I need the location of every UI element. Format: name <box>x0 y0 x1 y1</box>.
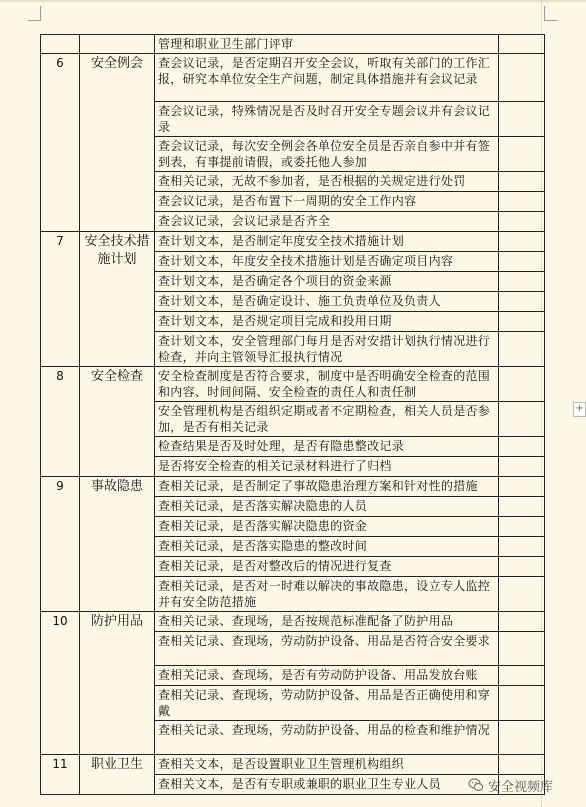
check-content-cell: 查相关记录、查现场，是否按规范标准配备了防护用品 <box>155 612 499 632</box>
check-content-cell: 查计划文本，是否确定设计、施工负责单位及负责人 <box>155 292 499 312</box>
row-number-cell <box>41 35 80 54</box>
safety-checklist-table <box>40 34 545 795</box>
note-cell <box>499 54 545 102</box>
note-cell <box>499 477 545 497</box>
note-cell <box>499 102 545 137</box>
project-cell: 职业卫生 <box>80 755 155 795</box>
check-content-cell: 查会议记录，是否布置下一周期的安全工作内容 <box>155 192 499 212</box>
check-content-cell: 查相关记录，是否对整改后的情况进行复查 <box>155 557 499 577</box>
check-content-cell: 查相关文本，是否设置职业卫生管理机构组织 <box>155 755 499 775</box>
note-cell <box>499 292 545 312</box>
check-content-cell: 查相关记录，无故不参加者，是否根据的关规定进行处罚 <box>155 172 499 192</box>
check-content-cell: 查计划文本，是否制定年度安全技术措施计划 <box>155 232 499 252</box>
table-row <box>41 54 545 102</box>
page-top-edge <box>0 0 586 2</box>
check-content-cell: 检查结果是否及时处理，是否有隐患整改记录 <box>155 437 499 457</box>
project-cell: 安全检查 <box>80 367 155 477</box>
note-cell <box>499 212 545 232</box>
check-content-cell: 查相关记录，是否落实解决隐患的人员 <box>155 497 499 517</box>
note-cell <box>499 457 545 477</box>
table-row <box>41 232 545 252</box>
note-cell <box>499 557 545 577</box>
note-cell <box>499 35 545 54</box>
margin-corner-mark-right <box>544 6 557 21</box>
note-cell <box>499 137 545 172</box>
note-cell <box>499 497 545 517</box>
watermark-text: 安全视频库 <box>488 779 554 795</box>
plus-icon[interactable]: + <box>573 402 586 417</box>
check-content-cell: 查相关记录，是否落实解决隐患的资金 <box>155 517 499 537</box>
note-cell <box>499 721 545 755</box>
check-content-cell: 查相关记录、查现场，劳动防护设备、用品是否符合安全要求 <box>155 632 499 666</box>
table-row <box>41 35 545 54</box>
row-number-cell: 11 <box>41 755 80 795</box>
check-content-cell: 查会议记录，是否定期召开安全会议，听取有关部门的工作汇报，研究本单位安全生产问题，制定具体措施并有会议记录 <box>155 54 499 102</box>
wechat-bubble-icon <box>468 777 484 793</box>
check-content-cell: 安全检查制度是否符合要求，制度中是否明确安全检查的范围和内容、时间间隔、安全检查的责任人和责任制 <box>155 367 499 402</box>
check-content-cell: 查计划文本，年度安全技术措施计划是否确定项目内容 <box>155 252 499 272</box>
note-cell <box>499 437 545 457</box>
check-content-cell: 查会议记录，特殊情况是否及时召开安全专题会议并有会议记录 <box>155 102 499 137</box>
note-cell <box>499 252 545 272</box>
project-cell: 防护用品 <box>80 612 155 755</box>
note-cell <box>499 402 545 437</box>
table-row <box>41 367 545 402</box>
note-cell <box>499 332 545 367</box>
row-number-cell: 8 <box>41 367 80 477</box>
note-cell <box>499 172 545 192</box>
check-content-cell: 查相关记录、查现场，劳动防护设备、用品是否正确使用和穿戴 <box>155 686 499 721</box>
note-cell <box>499 537 545 557</box>
check-content-cell: 查相关记录，是否制定了事故隐患治理方案和针对性的措施 <box>155 477 499 497</box>
check-content-cell: 查相关记录、查现场，是否有劳动防护设备、用品发放台账 <box>155 666 499 686</box>
check-content-cell: 查相关记录，是否落实隐患的整改时间 <box>155 537 499 557</box>
watermark <box>468 774 553 796</box>
row-number-cell: 7 <box>41 232 80 367</box>
row-number-cell: 9 <box>41 477 80 612</box>
note-cell <box>499 312 545 332</box>
project-cell: 安全例会 <box>80 54 155 232</box>
check-content-cell: 查相关文本，是否有专职或兼职的职业卫生专业人员 <box>155 775 499 795</box>
row-number-cell: 6 <box>41 54 80 232</box>
check-content-cell: 查相关记录、查现场，劳动防护设备、用品的检查和维护情况 <box>155 721 499 755</box>
note-cell <box>499 367 545 402</box>
project-cell: 安全技术措施计划 <box>80 232 155 367</box>
note-cell <box>499 577 545 612</box>
note-cell <box>499 666 545 686</box>
note-cell <box>499 612 545 632</box>
note-cell <box>499 272 545 292</box>
check-content-cell: 查计划文本，是否规定项目完成和投用日期 <box>155 312 499 332</box>
note-cell <box>499 632 545 666</box>
project-cell: 事故隐患 <box>80 477 155 612</box>
margin-corner-mark-left <box>28 6 41 21</box>
table-row <box>41 755 545 775</box>
project-cell <box>80 35 155 54</box>
table-row <box>41 477 545 497</box>
note-cell <box>499 232 545 252</box>
check-content-cell: 安全管理机构是否组织定期或者不定期检查，相关人员是否参加，是否有相关记录 <box>155 402 499 437</box>
check-content-cell: 查相关记录，是否对一时难以解决的事故隐患，设立专人监控并有安全防范措施 <box>155 577 499 612</box>
check-content-cell: 查计划文本，安全管理部门每月是否对安措计划执行情况进行检查，并向主管领导汇报执行情况 <box>155 332 499 367</box>
row-number-cell: 10 <box>41 612 80 755</box>
check-content-cell: 是否将安全检查的相关记录材料进行了归档 <box>155 457 499 477</box>
note-cell <box>499 517 545 537</box>
table-row <box>41 612 545 632</box>
note-cell <box>499 686 545 721</box>
check-content-cell: 查计划文本，是否确定各个项目的资金来源 <box>155 272 499 292</box>
note-cell <box>499 192 545 212</box>
check-content-cell: 查会议记录，每次安全例会各单位安全员是否亲自参中并有签到表，有事提前请假，或委托他人参加 <box>155 137 499 172</box>
check-content-cell: 查会议记录，会议记录是否齐全 <box>155 212 499 232</box>
check-content-cell: 管理和职业卫生部门评审 <box>155 35 499 54</box>
note-cell <box>499 755 545 775</box>
